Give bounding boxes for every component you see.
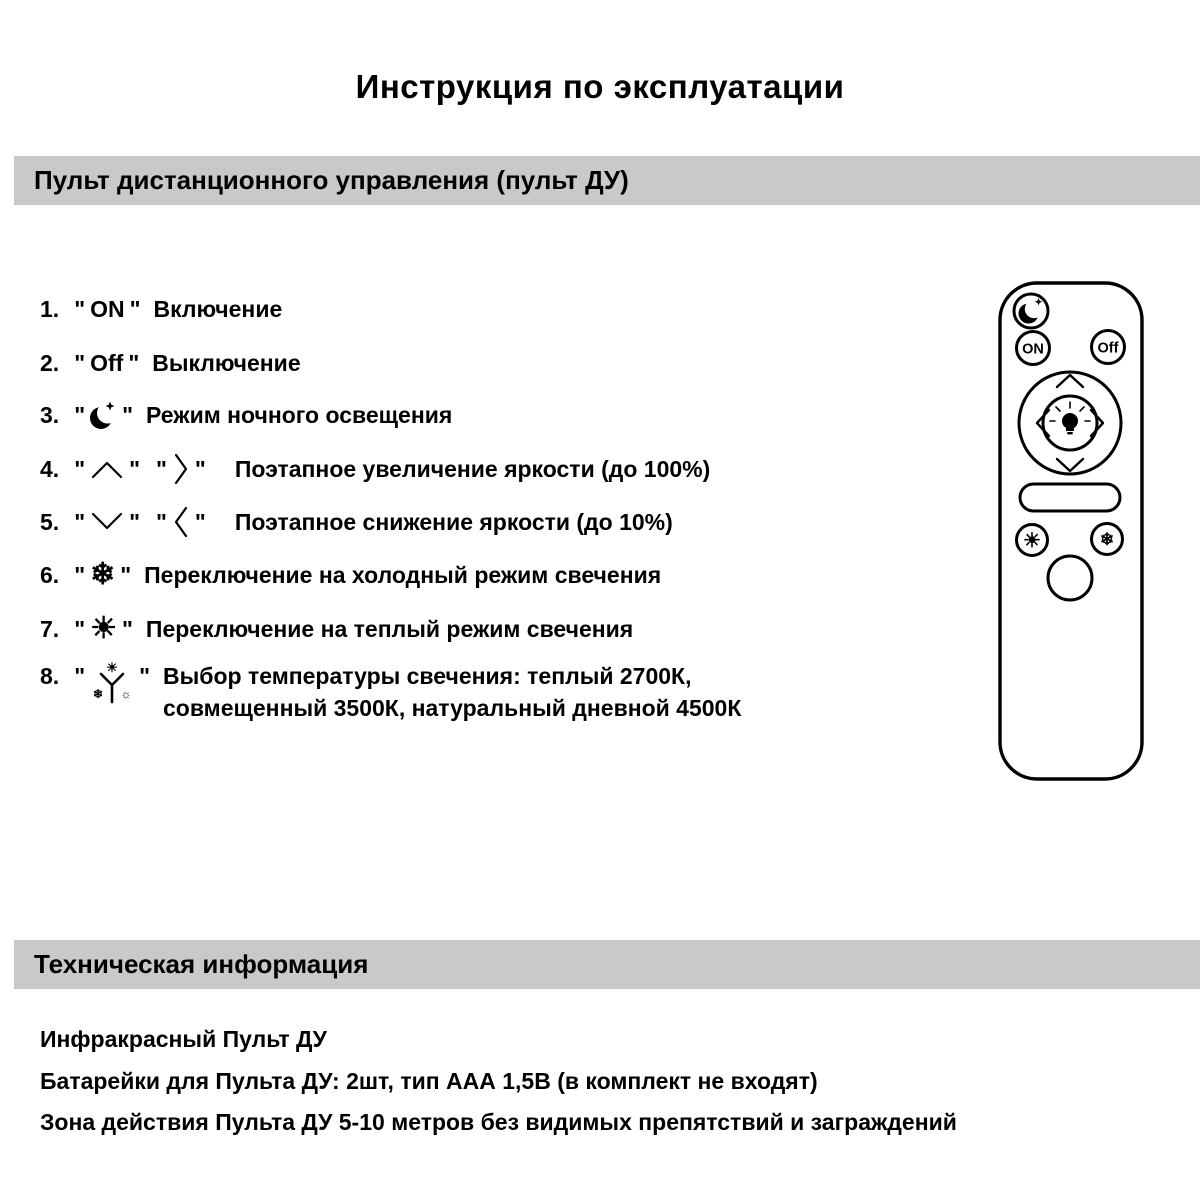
mini-snowflake-icon: ❄	[93, 687, 104, 701]
list-item-off	[40, 345, 301, 381]
tech-info-line: Зона действия Пульта ДУ 5-10 метров без видимых препятствий и заграждений	[40, 1109, 957, 1135]
off-label: Off	[90, 349, 124, 376]
remote-off-button	[1092, 331, 1125, 364]
remote-warm-button	[1017, 525, 1048, 556]
quote-mark: "	[129, 508, 140, 535]
moon-icon	[90, 399, 117, 431]
item-text-line2: совмещенный 3500К, натуральный дневной 4500К	[163, 695, 742, 721]
remote-illustration	[997, 280, 1145, 786]
svg-text:Off: Off	[1097, 340, 1119, 357]
list-item-warm-mode	[40, 611, 633, 647]
quote-mark: "	[129, 295, 141, 322]
chevron-down-icon	[90, 510, 124, 534]
quote-mark: "	[74, 508, 86, 535]
tech-info-line: Батарейки для Пульта ДУ: 2шт, тип ААА 1,5В (в комплект не входят)	[40, 1068, 818, 1094]
quote-mark: "	[156, 508, 167, 535]
item-number: 7.	[40, 615, 60, 642]
snowflake-icon: ❄	[1099, 530, 1115, 549]
page-title: Инструкция по эксплуатации	[355, 68, 845, 105]
quote-mark: "	[74, 615, 86, 642]
quote-mark: "	[74, 401, 86, 428]
quote-mark: "	[122, 401, 133, 428]
item-text: Режим ночного освещения	[146, 401, 453, 428]
chevron-left-icon	[172, 504, 190, 540]
item-text: Переключение на холодный режим свечения	[144, 561, 662, 588]
list-item-brightness-up	[40, 451, 710, 487]
snowflake-icon: ❄	[90, 558, 116, 591]
list-item-on	[40, 291, 282, 327]
svg-text:ON: ON	[1022, 341, 1044, 358]
item-number: 4.	[40, 455, 60, 482]
remote-round-button	[1048, 556, 1092, 600]
item-text: Переключение на теплый режим свечения	[145, 615, 634, 642]
remote-pill-button	[1020, 484, 1120, 511]
item-number: 3.	[40, 401, 60, 428]
quote-mark: "	[139, 663, 150, 689]
sun-icon: ☀	[90, 612, 117, 645]
quote-mark: "	[74, 349, 86, 376]
list-item-night-mode	[40, 397, 452, 433]
item-text: Включение	[153, 295, 283, 322]
item-text: Поэтапное снижение яркости (до 10%)	[234, 508, 673, 535]
remote-cold-button	[1092, 524, 1123, 555]
quote-mark: "	[194, 455, 206, 482]
list-item-cold-mode	[40, 557, 661, 593]
quote-mark: "	[156, 455, 167, 482]
quote-mark: "	[129, 455, 140, 482]
section-header-tech	[14, 940, 1200, 989]
on-label: ON	[90, 295, 125, 322]
mini-sun-outline-icon: ☼	[120, 687, 132, 701]
quote-mark: "	[122, 615, 133, 642]
item-text: Поэтапное увеличение яркости (до 100%)	[234, 455, 711, 482]
item-number: 6.	[40, 561, 60, 588]
item-number: 1.	[40, 295, 60, 322]
item-text: Выключение	[152, 349, 301, 376]
quote-mark: "	[74, 561, 86, 588]
tech-info-line: Инфракрасный Пульт ДУ	[40, 1026, 327, 1052]
quote-mark: "	[128, 349, 140, 376]
temperature-select-icon	[90, 660, 134, 708]
mini-sun-icon: ☀	[106, 660, 118, 675]
quote-mark: "	[194, 508, 206, 535]
chevron-right-icon	[172, 451, 190, 487]
sun-icon: ☀	[1023, 530, 1041, 552]
quote-mark: "	[74, 295, 86, 322]
remote-dpad	[1019, 372, 1121, 474]
list-item-brightness-down	[40, 504, 673, 540]
item-number: 5.	[40, 508, 60, 535]
section-header-remote-label: Пульт дистанционного управления (пульт ДУ)	[34, 165, 629, 195]
quote-mark: "	[120, 561, 132, 588]
item-text-line1: Выбор температуры свечения: теплый 2700К,	[163, 663, 692, 689]
item-number: 8.	[40, 663, 60, 689]
item-text	[163, 660, 741, 724]
list-item-temperature-select	[40, 660, 741, 724]
quote-mark: "	[74, 455, 86, 482]
quote-mark: "	[74, 663, 86, 689]
chevron-up-icon	[90, 457, 124, 481]
remote-on-button	[1017, 332, 1050, 365]
section-header-remote	[14, 156, 1200, 205]
section-header-tech-label: Техническая информация	[34, 949, 369, 979]
remote-night-mode-button	[1014, 294, 1048, 328]
item-number: 2.	[40, 349, 60, 376]
